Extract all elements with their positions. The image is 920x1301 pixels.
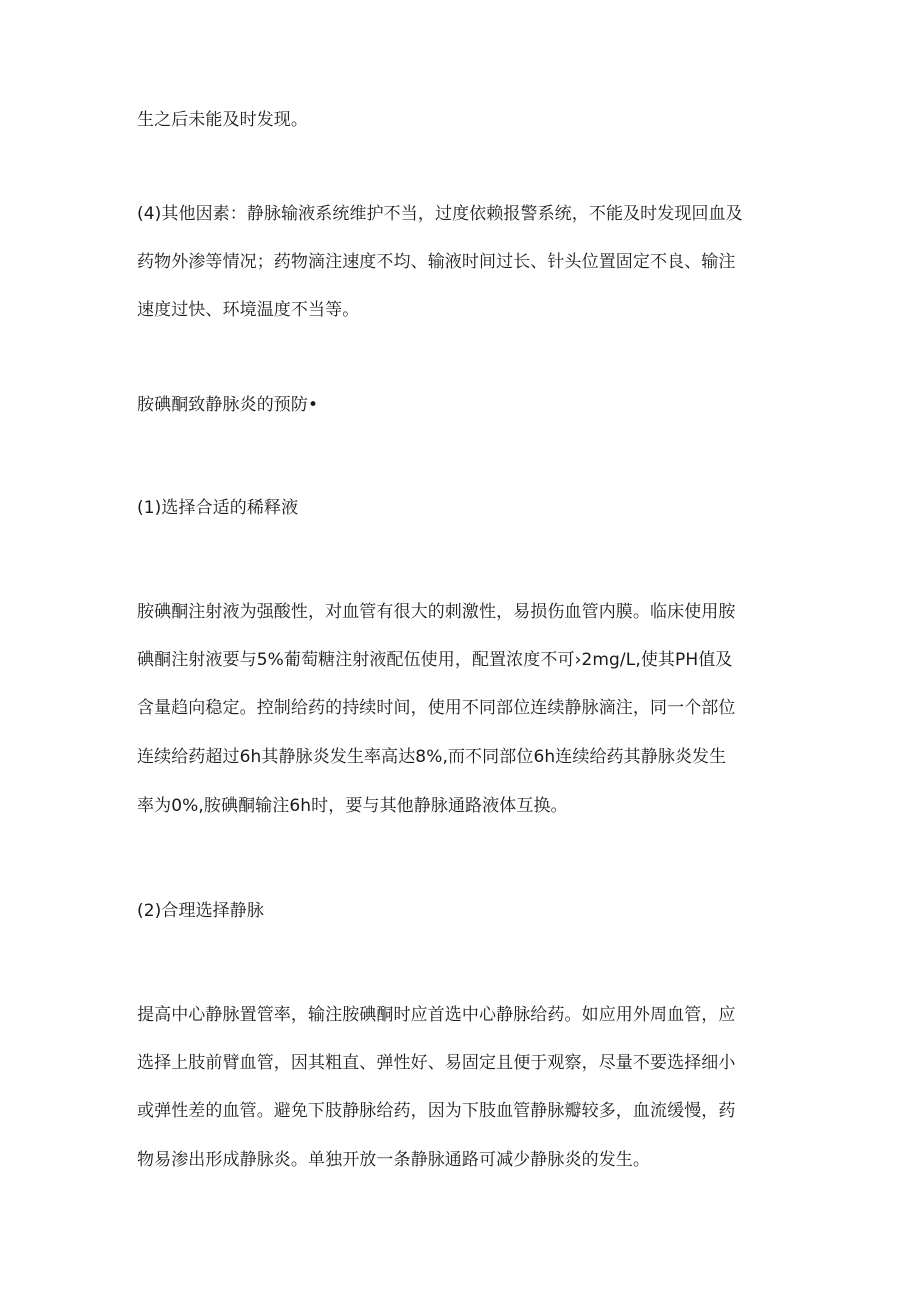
paragraph-2-line-3: 或弹性差的血管。避免下肢静脉给药，因为下肢血管静脉瓣较多，血流缓慢，药 bbox=[137, 1101, 736, 1121]
section-heading: 胺碘酮致静脉炎的预防• bbox=[137, 395, 319, 415]
paragraph-2-line-4: 物易渗出形成静脉炎。单独开放一条静脉通路可减少静脉炎的发生。 bbox=[137, 1150, 650, 1170]
factor-4-line-3: 速度过快、环境温度不当等。 bbox=[137, 300, 360, 320]
paragraph-1-line-4: 连续给药超过6h其静脉炎发生率高达8%,而不同部位6h连续给药其静脉炎发生 bbox=[137, 747, 727, 767]
paragraph-1-line-2: 碘酮注射液要与5%葡萄糖注射液配伍使用，配置浓度不可›2mg/L,使其PH值及 bbox=[137, 650, 733, 670]
subheading-2: (2)合理选择静脉 bbox=[137, 901, 264, 921]
paragraph-1-line-5: 率为0%,胺碘酮输注6h时，要与其他静脉通路液体互换。 bbox=[137, 796, 568, 816]
paragraph-2-line-2: 选择上肢前臂血管，因其粗直、弹性好、易固定且便于观察，尽量不要选择细小 bbox=[137, 1053, 736, 1073]
factor-4-line-2: 药物外渗等情况；药物滴注速度不均、输液时间过长、针头位置固定不良、输注 bbox=[137, 252, 736, 272]
paragraph-1-line-3: 含量趋向稳定。控制给药的持续时间，使用不同部位连续静脉滴注，同一个部位 bbox=[137, 698, 736, 718]
paragraph-1-line-1: 胺碘酮注射液为强酸性，对血管有很大的刺激性，易损伤血管内膜。临床使用胺 bbox=[137, 602, 736, 622]
subheading-1: (1)选择合适的稀释液 bbox=[137, 498, 299, 518]
factor-4-line-1: (4)其他因素：静脉输液系统维护不当，过度依赖报警系统，不能及时发现回血及 bbox=[137, 204, 743, 224]
paragraph-2-line-1: 提高中心静脉置管率，输注胺碘酮时应首选中心静脉给药。如应用外周血管，应 bbox=[137, 1005, 736, 1025]
continuation-line: 生之后未能及时发现。 bbox=[137, 110, 308, 130]
